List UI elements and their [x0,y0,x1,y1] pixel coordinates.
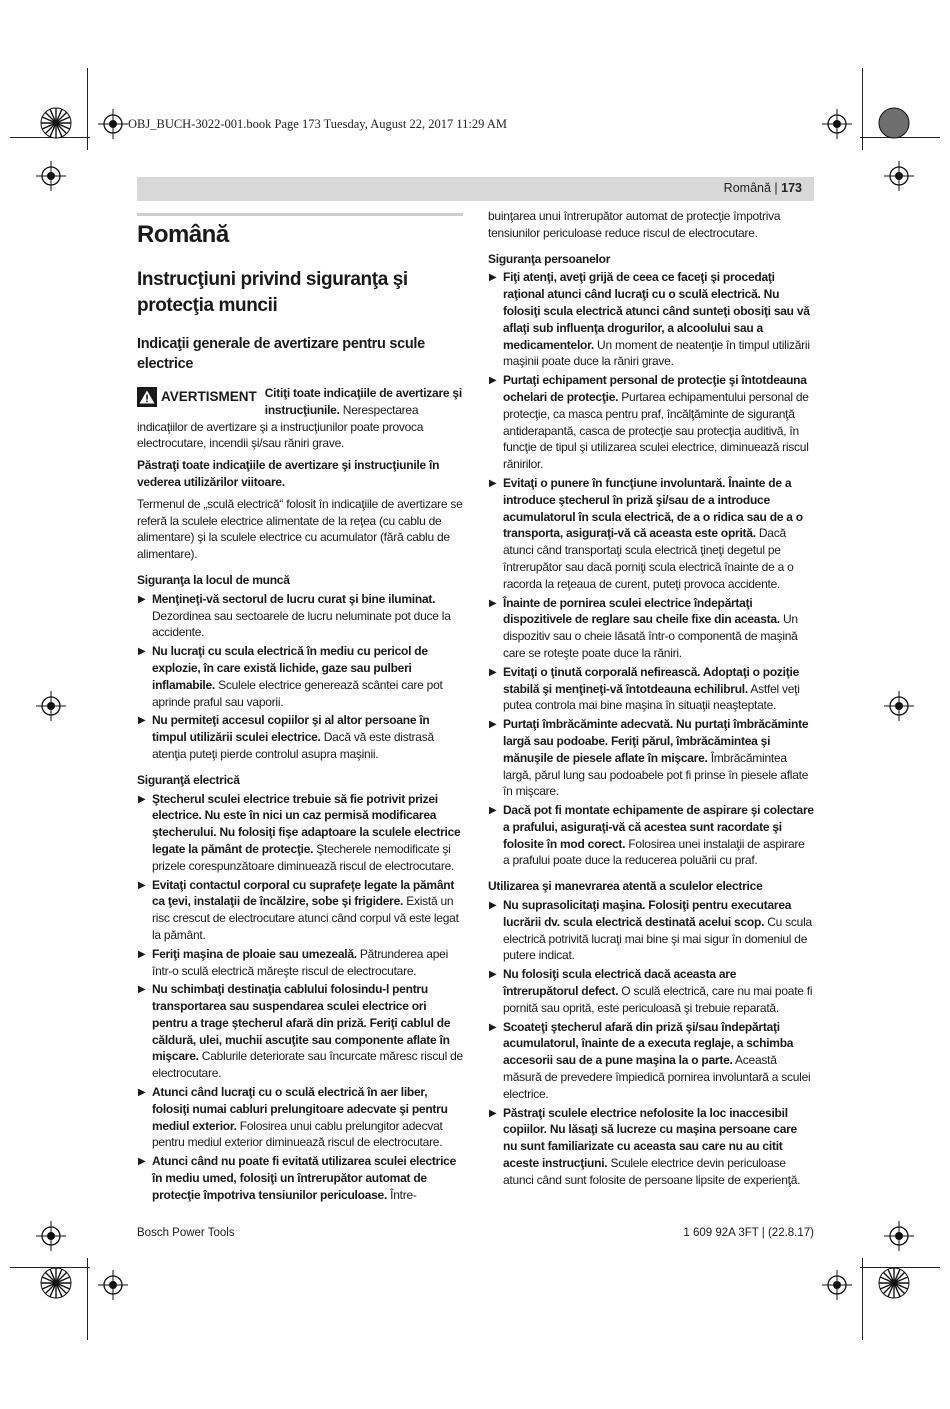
crop-mark [87,1258,88,1340]
list-item: ▶ Purtaţi îmbrăcăminte adecvată. Nu purtaţi îmbrăcăminte largă sau podoabe. Feriţi părul, îmbrăcămintea şi mănuşile de piesele aflate în mişcare. Îmbrăcămintea largă, părul lung sau podoabele pot fi prinse în piesele aflate în mişcare. [489,717,809,799]
language-title: Română [137,221,229,248]
registration-target-icon [36,161,66,191]
left-column [137,208,463,1206]
bullet-triangle-icon: ▶ [489,272,497,284]
list-item: ▶ Scoateţi ştecherul afară din priză şi/sau îndepărtaţi acumulatorul, înainte de a executa reglaje, a schimba accesorii sau de a pune maşina la o parte. Această măsură de prevedere împiedică pornirea involuntară a sculei electrice. [489,1019,811,1101]
use-care-list [488,897,814,1189]
header-section: Română [723,181,771,195]
star-target-icon [878,1267,910,1299]
bullet-triangle-icon: ▶ [489,1107,497,1119]
bullet-triangle-icon: ▶ [138,1087,146,1099]
list-item: ▶ Înainte de pornirea sculei electrice îndepărtaţi dispozitivele de reglare sau cheile fixe din aceasta. Un dispozitiv sau o cheie lăsată într-o componentă de maşină care se roteşte poate duce la răniri. [489,595,798,660]
bullet-triangle-icon: ▶ [489,969,497,981]
list-item: ▶ Fiţi atenţi, aveţi grijă de ceea ce faceţi şi procedaţi raţional atunci când lucraţi cu o sculă electrică. Nu folosiţi scula electrică atunci când sunteţi obosiţi sau vă aflaţi sub influenţa drogurilor, a alcoolului sau a medicamentelor. Un moment de neatenţie în timpul utilizării maşinii poate duce la răniri grave. [489,270,810,369]
personal-list [488,269,814,869]
bullet-triangle-icon: ▶ [489,1021,497,1033]
star-target-icon [40,1267,72,1299]
bullet-triangle-icon: ▶ [138,593,146,605]
list-item: ▶ Menţineţi-vă sectorul de lucru curat şi bine iluminat. Dezordinea sau sectoarele de lucru neluminate pot duce la accidente. [138,591,451,640]
bullet-triangle-icon: ▶ [138,879,146,891]
list-item: ▶ Evitaţi contactul corporal cu suprafeţe legate la pământ ca ţevi, instalaţii de încălzire, sobe şi frigidere. Există un risc crescut de electrocutare atunci când corpul vă este legat la pământ. [138,877,459,942]
list-item: ▶ Păstraţi sculele electrice nefolosite la loc inaccesibil copiilor. Nu lăsaţi să lucreze cu maşina persoane care nu sunt familiarizate cu aceasta sau care nu au citit aceste instrucţiuni. Sculele electrice devin periculoase atunci când sunt folosite de persoane lipsite de experienţă. [489,1105,801,1187]
main-heading: Instrucţiuni privind siguranţa şi protecţia muncii [137,269,408,316]
list-item: ▶ Evitaţi o ţinută corporală nefirească. Adoptaţi o poziţie stabilă şi menţineţi-vă întotdeauna echilibrul. Astfel veţi putea controla mai bine maşina în situaţii neaşteptate. [489,664,800,713]
registration-target-icon [36,1221,66,1251]
registration-target-icon [98,1270,128,1300]
book-slug: OBJ_BUCH-3022-001.book Page 173 Tuesday, August 22, 2017 11:29 AM [128,117,507,131]
registration-target-icon [822,109,852,139]
page-number: 173 [781,181,802,195]
list-item: ▶ Dacă pot fi montate echipamente de aspirare şi colectare a prafului, asiguraţi-vă că acestea sunt racordate şi folosite în mod corect. Folosirea unei instalaţii de aspirare a prafului poate duce la reducerea poluării cu praf. [489,803,814,868]
warning-bold: Citiţi toate indicaţiile de avertizare şi instrucţiunile. [264,386,462,417]
warning-badge [137,387,257,407]
workplace-list [137,591,463,763]
header-separator: | [774,181,778,195]
registration-target-icon [884,691,914,721]
list-item: ▶ Nu folosiţi scula electrică dacă aceasta are întrerupătorul defect. O sculă electrică, care nu mai poate fi pornită sau oprită, este periculoasă şi trebuie reparată. [489,967,813,1015]
star-target-icon [40,107,72,139]
registration-target-icon [884,1221,914,1251]
warning-paragraph [137,385,463,452]
keep-instructions: Păstraţi toate indicaţiile de avertizare şi instrucţiunile în vederea utilizărilor viitoare. [137,458,440,489]
registration-target-icon [884,161,914,191]
registration-target-icon [98,109,128,139]
bullet-triangle-icon: ▶ [489,805,497,817]
list-item: ▶ Atunci când nu poate fi evitată utilizarea sculei electrice în mediu umed, folosiţi un întrerupător automat de protecţie împotriva tensiunilor periculoase. Între- [138,1154,457,1202]
warning-text: Nerespectarea indicaţiilor de avertizare şi a instrucţiunilor poate provoca electrocutare, incendii şi/sau răniri grave. [137,402,424,451]
list-item: ▶ Purtaţi echipament personal de protecţie şi întotdeauna ochelari de protecţie. Purtarea echipamentului personal de protecţie, ca masca pentru praf, încălţăminte de siguranţă antiderapantă, casca de protecţie sau protecţia auditivă, în funcţie de tipul şi utilizarea sculei electrice, diminuează riscul rănirilor. [489,373,809,472]
bullet-triangle-icon: ▶ [138,793,146,805]
list-item: ▶ Feriţi maşina de ploaie sau umezeală. Pătrunderea apei într-o sculă electrică măreşte riscul de electrocutare. [138,946,448,978]
footer-doc-code: 1 609 92A 3FT | (22.8.17) [683,1227,814,1239]
sub-heading: Indicaţii generale de avertizare pentru scule electrice [137,336,425,372]
bullet-triangle-icon: ▶ [489,597,497,609]
bullet-triangle-icon: ▶ [138,948,146,960]
section-heading-electrical: Siguranţă electrică [137,772,240,787]
list-item: ▶ Nu schimbaţi destinaţia cablului folosindu-l pentru transportarea sau suspendarea sculei electrice ori pentru a trage ştecherul afară din priză. Feriţi cablul de căldură, ulei, muchii ascuţite sau componente aflate în mişcare. Cablurile deteriorate sau încurcate măresc riscul de electrocutare. [138,982,463,1081]
bullet-triangle-icon: ▶ [138,984,146,996]
crop-mark [862,1258,863,1340]
electrical-list [137,791,463,1204]
section-heading-use-care: Utilizarea şi manevrarea atentă a sculelor electrice [488,879,763,894]
list-item: ▶ Nu permiteţi accesul copiilor şi al altor persoane în timpul utilizării sculei electrice. Dacă vă este distrasă atenţia puteţi pierde controlul asupra maşinii. [138,713,434,761]
bullet-triangle-icon: ▶ [489,375,497,387]
list-item: ▶ Atunci când lucraţi cu o sculă electrică în aer liber, folosiţi numai cabluri prelungitoare adecvate şi pentru mediul exterior. Folosirea unui cablu prelungitor adecvat pentru mediul exterior diminuează riscul de electrocutare. [138,1085,448,1150]
section-heading-workplace: Siguranţa la locul de muncă [137,572,290,587]
list-item: ▶ Ştecherul sculei electrice trebuie să fie potrivit prizei electrice. Nu este în nici un caz permisă modificarea ştecherului. Nu folosiţi fişe adaptoare la sculele electrice legate la pământ de protecţie. Ştecherele nemodificate şi prizele corespunzătoare diminuează riscul de electrocutare. [138,791,461,873]
bullet-triangle-icon: ▶ [138,1156,146,1168]
bullet-triangle-icon: ▶ [489,477,497,489]
warning-label: AVERTISMENT [161,388,257,404]
section-heading-personal: Siguranţa persoanelor [488,251,611,266]
bullet-triangle-icon: ▶ [138,646,146,658]
list-item: ▶ Evitaţi o punere în funcţiune involuntară. Înainte de a introduce ştecherul în priză şi/sau de a introduce acumulatorul în scula electrică, de a o ridica sau de a o transporta, asiguraţi-vă că aceasta este oprită. Dacă atunci când transportaţi scula electrică ţineţi degetul pe întrerupător sau dacă porniţi scula electrică înainte de a o racorda la reţeaua de curent, puteţi provoca accidente. [489,475,803,591]
bullet-triangle-icon: ▶ [489,719,497,731]
bullet-triangle-icon: ▶ [489,666,497,678]
registration-target-icon [36,691,66,721]
right-column [488,208,814,1191]
footer-brand: Bosch Power Tools [137,1227,235,1239]
continuation-text: buinţarea unui întrerupător automat de protecţie împotriva tensiunilor periculoase reduce riscul de electrocutare. [488,209,781,240]
running-header [137,177,814,201]
bullet-triangle-icon: ▶ [138,715,146,727]
term-paragraph: Termenul de „sculă electrică“ folosit în indicaţiile de avertizare se referă la sculele electrice alimentate de la reţea (cu cablu de alimentare) şi la sculele electrice cu acumulator (fără cablu de alimentare). [137,496,463,562]
bullet-triangle-icon: ▶ [489,900,497,912]
warning-triangle-icon [137,387,157,407]
list-item: ▶ Nu suprasolicitaţi maşina. Folosiţi pentru executarea lucrării dv. scula electrică destinată acelui scop. Cu scula electrică potrivită lucraţi mai bine şi mai sigur în domeniul de putere indicat. [489,898,812,963]
registration-target-icon [822,1270,852,1300]
gray-target-icon [878,107,910,139]
list-item: ▶ Nu lucraţi cu scula electrică în mediu cu pericol de explozie, în care există lichide, gaze sau pulberi inflamabile. Sculele electrice generează scântei care pot aprinde praful sau vaporii. [138,644,443,709]
